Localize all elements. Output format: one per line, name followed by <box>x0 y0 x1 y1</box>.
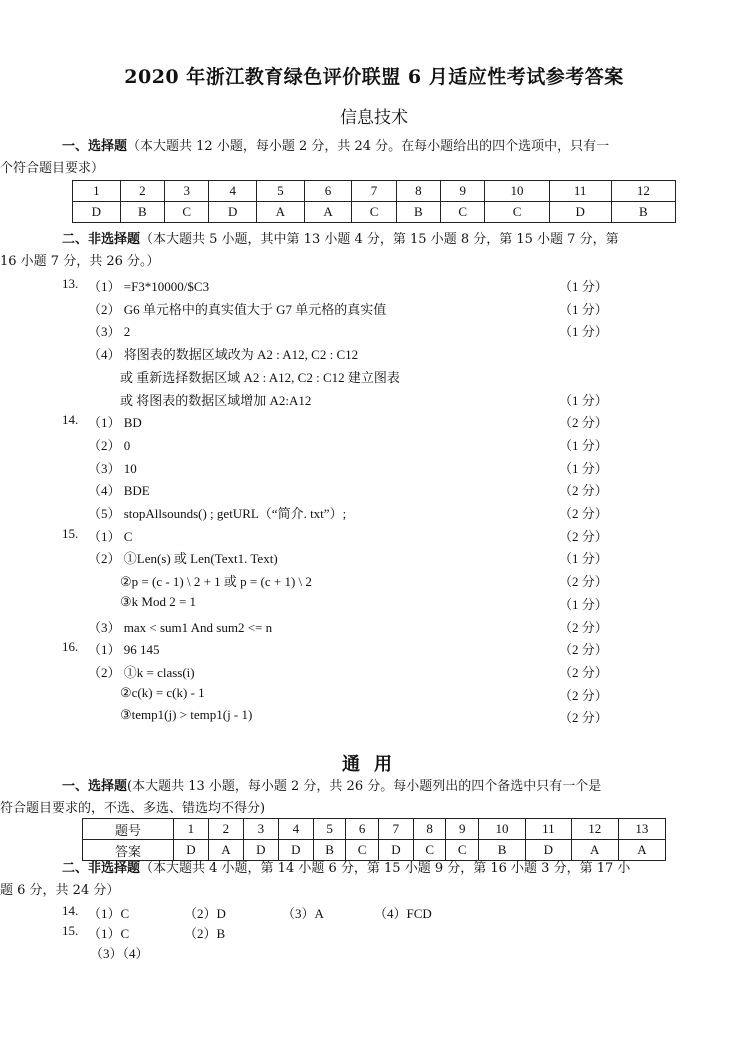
general-table-answer-cell: A <box>618 840 665 861</box>
answer-text: （1） BD <box>88 415 142 431</box>
score-label: （2 分） <box>559 528 608 544</box>
answer-text: ②c(k) = c(k) - 1 <box>120 684 205 700</box>
it-answer-row <box>62 318 622 340</box>
general-q15-part-1: （1）C <box>88 926 130 941</box>
it-section1-desc: （本大题共 12 小题，每小题 2 分，共 24 分。在每小题给出的四个选项中，只有一 <box>127 139 610 154</box>
it-answer-row <box>62 682 622 704</box>
it-answer-row <box>62 523 622 545</box>
general-table-answer-cell: D <box>278 840 313 861</box>
general-table-answer-cell: D <box>173 840 208 861</box>
general-table-number-row <box>83 819 666 840</box>
general-q14-num: 14. <box>62 903 79 918</box>
it-answer-row <box>62 659 622 681</box>
it-section1-heading: 一、选择题 <box>62 139 128 154</box>
it-table-number-cell: 11 <box>549 181 611 202</box>
it-section2-desc-2: 16 小题 7 分，共 26 分。） <box>0 254 160 269</box>
it-table-answer-cell: B <box>611 202 675 223</box>
score-label: （2 分） <box>559 710 608 726</box>
general-q14-part-1: （1）C <box>88 906 130 921</box>
answer-text: （2） ①k = class(i) <box>88 664 195 680</box>
it-table-number-cell: 10 <box>485 181 549 202</box>
it-table-number-cell: 5 <box>257 181 305 202</box>
general-table-answer-cell: A <box>208 840 243 861</box>
it-table-answer-cell: D <box>73 202 121 223</box>
score-label: （2 分） <box>559 687 608 703</box>
score-label: （1 分） <box>559 596 608 612</box>
answer-text: （1） =F3*10000/$C3 <box>88 279 210 294</box>
score-label: （1 分） <box>559 301 608 317</box>
it-table-number-cell: 8 <box>396 181 440 202</box>
general-table-number-cell: 10 <box>478 819 525 840</box>
question-number: 14. <box>62 412 79 428</box>
answer-text: （3） 10 <box>88 460 137 476</box>
general-table-answer-cell: D <box>526 840 572 861</box>
score-label: （2 分） <box>559 415 608 431</box>
general-table-number-cell: 7 <box>378 819 413 840</box>
it-answer-row <box>62 409 622 431</box>
answer-text: （1） C <box>88 528 133 544</box>
question-number: 15. <box>62 525 79 541</box>
page-title: 2020 年浙江教育绿色评价联盟 6 月适应性考试参考答案 <box>124 66 624 88</box>
general-table-number-cell: 4 <box>278 819 313 840</box>
question-number: 13. <box>62 276 79 291</box>
answer-text: ③temp1(j) > temp1(j - 1) <box>120 707 253 723</box>
score-label: （1 分） <box>559 437 608 453</box>
answer-text: （2） 0 <box>88 437 131 453</box>
it-section2-intro <box>0 229 692 273</box>
it-section2-heading: 二、非选择题 <box>62 232 141 247</box>
general-table-number-cell: 12 <box>571 819 618 840</box>
subject-title-general: 通用 <box>342 754 406 775</box>
general-table-number-cell: 2 <box>208 819 243 840</box>
general-table-answer-cell: B <box>313 840 346 861</box>
it-table-answer-cell: C <box>352 202 396 223</box>
subject-title-it: 信息技术 <box>340 108 408 128</box>
general-table-number-cell: 11 <box>526 819 572 840</box>
it-table-number-cell: 4 <box>209 181 257 202</box>
score-label: （1 分） <box>559 392 608 408</box>
it-table-answer-cell: D <box>209 202 257 223</box>
general-q14-part-2: （2）D <box>184 906 226 921</box>
general-table-answer-cell: C <box>346 840 379 861</box>
general-table-answer-cell: D <box>378 840 413 861</box>
it-answer-row <box>62 341 622 363</box>
general-q15-part-2: （2）B <box>184 926 226 941</box>
it-answer-row <box>62 500 622 522</box>
general-section1-desc-2: 符合题目要求的，不选、多选、错选均不得分) <box>0 801 266 816</box>
it-answer-table <box>72 180 676 223</box>
it-answer-row <box>62 568 622 590</box>
general-table-number-cell: 9 <box>446 819 479 840</box>
general-answer-table <box>82 818 666 861</box>
general-section2-heading: 二、非选择题 <box>62 861 141 876</box>
general-table-number-cell: 5 <box>313 819 346 840</box>
general-section1-intro <box>0 776 692 820</box>
it-section1-desc-2: 个符合题目要求） <box>0 161 105 176</box>
general-table-header-label: 题号 <box>83 819 174 840</box>
general-section1-heading: 一、选择题 <box>62 779 128 794</box>
answer-text: ②p = (c - 1) \ 2 + 1 或 p = (c + 1) \ 2 <box>120 574 312 590</box>
general-q14-part-4: （4）FCD <box>374 906 432 921</box>
general-section2-desc: （本大题共 4 小题，第 14 小题 6 分，第 15 小题 9 分，第 16 小题 3 分，第 17 小 <box>140 861 631 876</box>
it-table-answer-cell: C <box>165 202 209 223</box>
general-table-answer-cell: C <box>413 840 446 861</box>
it-table-number-cell: 9 <box>441 181 485 202</box>
it-answer-row <box>62 477 622 499</box>
answer-text: ③k Mod 2 = 1 <box>120 593 197 609</box>
it-table-number-cell: 7 <box>352 181 396 202</box>
general-table-number-cell: 1 <box>173 819 208 840</box>
score-label: （2 分） <box>559 506 608 521</box>
answer-text: 或 重新选择数据区域 A2 : A12, C2 : C12 建立图表 <box>120 369 400 385</box>
general-q15-line <box>62 923 622 943</box>
answer-text: 或 将图表的数据区域增加 A2:A12 <box>120 392 312 408</box>
general-table-answer-cell: D <box>243 840 278 861</box>
it-answer-row <box>62 704 622 726</box>
score-label: （1 分） <box>559 324 608 340</box>
it-table-number-cell: 12 <box>611 181 675 202</box>
score-label: （2 分） <box>559 664 608 680</box>
general-table-number-cell: 13 <box>618 819 665 840</box>
it-answer-row <box>62 614 622 636</box>
general-q14-line <box>62 903 622 923</box>
it-table-number-cell: 2 <box>120 181 164 202</box>
it-answer-row <box>62 591 622 613</box>
answer-text: （4） 将图表的数据区域改为 A2 : A12, C2 : C12 <box>88 347 359 363</box>
it-table-number-row <box>73 181 676 202</box>
it-table-answer-cell: A <box>257 202 305 223</box>
it-answer-row <box>62 455 622 477</box>
question-number: 16. <box>62 639 79 655</box>
general-table-answer-cell: B <box>478 840 525 861</box>
score-label: （1 分） <box>559 551 608 567</box>
answer-text: （1） 96 145 <box>88 642 160 658</box>
score-label: （1 分） <box>559 460 608 476</box>
it-table-answer-cell: A <box>304 202 352 223</box>
it-answer-row <box>62 636 622 658</box>
score-label: （1 分） <box>559 279 608 294</box>
answer-text: （4） BDE <box>88 483 150 499</box>
it-table-answer-row <box>73 202 676 223</box>
answer-text: （3） max < sum1 And sum2 <= n <box>88 619 273 635</box>
it-section2-desc: （本大题共 5 小题，其中第 13 小题 4 分，第 15 小题 8 分，第 15 小题 7 分，第 <box>140 232 619 247</box>
it-table-number-cell: 1 <box>73 181 121 202</box>
general-q15-part-3: （3）（4） <box>90 946 149 961</box>
it-section1-intro <box>0 136 692 180</box>
it-table-answer-cell: D <box>549 202 611 223</box>
score-label: （2 分） <box>559 619 608 635</box>
score-label: （2 分） <box>559 483 608 499</box>
general-section2-intro <box>0 858 692 902</box>
it-table-number-cell: 6 <box>304 181 352 202</box>
it-answer-row <box>62 364 622 386</box>
general-table-number-cell: 8 <box>413 819 446 840</box>
it-table-number-cell: 3 <box>165 181 209 202</box>
general-table-answer-label: 答案 <box>83 840 174 861</box>
it-answer-row <box>62 432 622 454</box>
answer-text: （2） ①Len(s) 或 Len(Text1. Text) <box>88 551 278 567</box>
general-table-number-cell: 3 <box>243 819 278 840</box>
it-answer-row <box>62 296 622 318</box>
general-section2-desc-2: 题 6 分，共 24 分） <box>0 883 120 898</box>
score-label: （2 分） <box>559 642 608 658</box>
answer-text: （3） 2 <box>88 324 131 340</box>
general-section1-desc: (本大题共 13 小题，每小题 2 分，共 26 分。每小题列出的四个备选中只有一个是 <box>127 779 602 794</box>
general-q15-num: 15. <box>62 923 79 938</box>
general-table-answer-cell: C <box>446 840 479 861</box>
general-table-answer-cell: A <box>571 840 618 861</box>
general-q15-line-2 <box>62 943 622 963</box>
it-answer-row <box>62 545 622 567</box>
general-table-number-cell: 6 <box>346 819 379 840</box>
it-table-answer-cell: B <box>120 202 164 223</box>
it-table-answer-cell: C <box>441 202 485 223</box>
score-label: （2 分） <box>559 574 608 590</box>
it-answer-row <box>62 387 622 409</box>
answer-text: （5） stopAllsounds() ; getURL（“简介. txt”）; <box>88 506 347 521</box>
general-q14-part-3: （3）A <box>282 906 324 921</box>
answer-text: （2） G6 单元格中的真实值大于 G7 单元格的真实值 <box>88 301 387 317</box>
it-answer-row <box>62 273 622 295</box>
it-table-answer-cell: C <box>485 202 549 223</box>
it-table-answer-cell: B <box>396 202 440 223</box>
